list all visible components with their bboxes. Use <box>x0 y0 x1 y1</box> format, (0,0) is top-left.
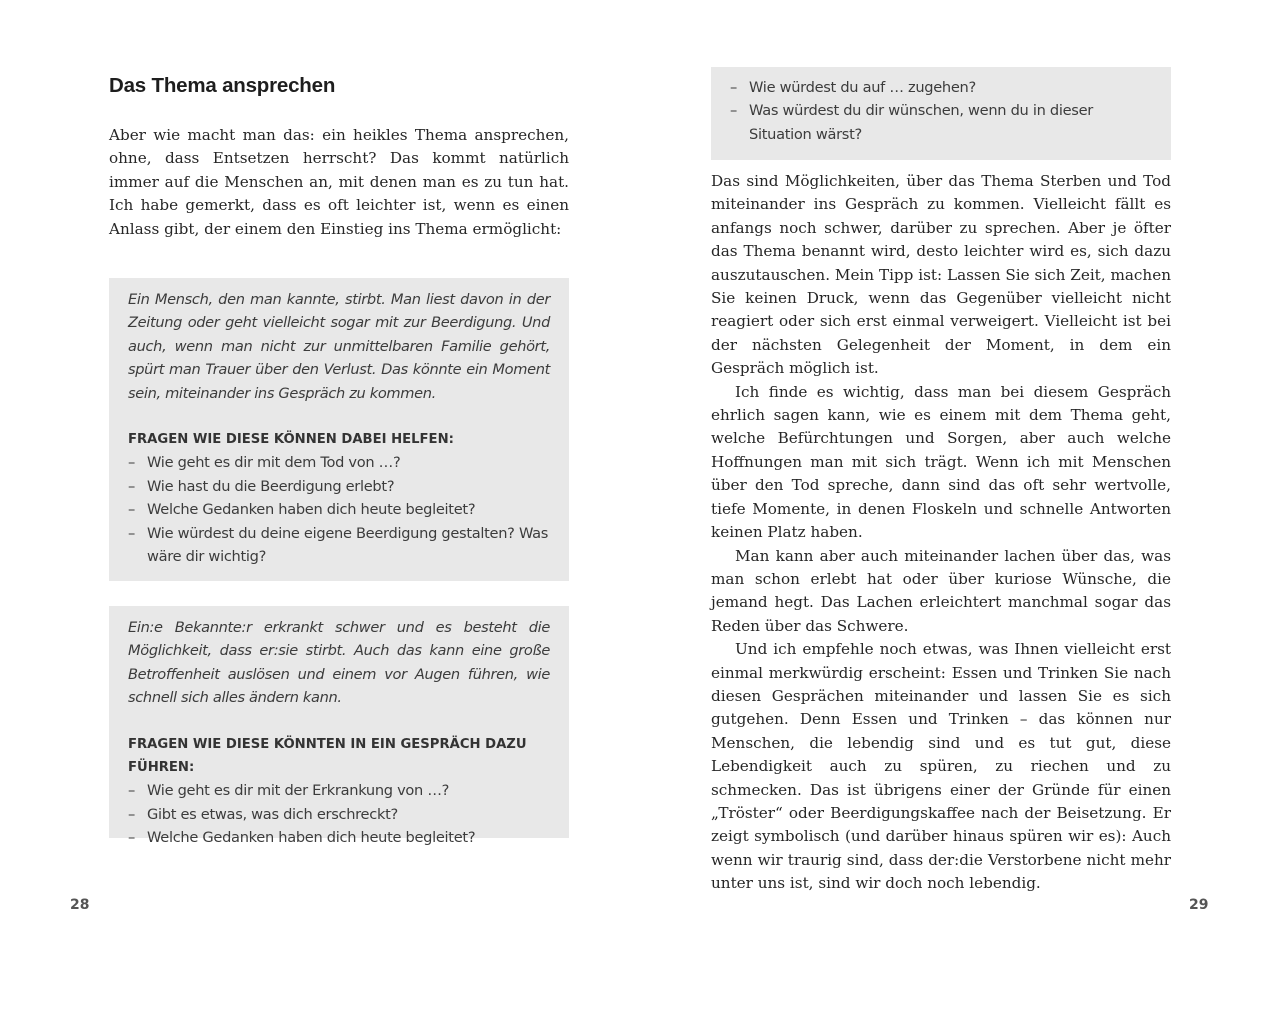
question-item: – Wie geht es dir mit dem Tod von …? <box>128 451 550 474</box>
questions-heading: FRAGEN WIE DIESE KÖNNTEN IN EIN GESPRÄCH DAZU FÜHREN: <box>128 736 527 776</box>
section-heading: Das Thema ansprechen <box>109 74 336 97</box>
dash-bullet: – <box>730 102 737 120</box>
question-list <box>730 76 1152 146</box>
dash-bullet: – <box>128 454 135 472</box>
body-paragraph: Man kann aber auch miteinander lachen über das, was man schon erlebt hat oder über kuriose Wünsche, die jemand hegt. Das Lachen erleichtert manchmal sogar das Reden über das Schwere. <box>711 546 1171 635</box>
body-text <box>711 170 1171 896</box>
example-box-death <box>109 278 569 581</box>
dash-bullet: – <box>128 524 135 542</box>
page-number: 28 <box>70 897 90 913</box>
box-quote: Ein Mensch, den man kannte, stirbt. Man liest davon in der Zeitung oder geht vielleicht sogar mit zur Beerdigung. Und auch, wenn man nicht zur unmittelbaren Familie gehört, spürt man Trauer über den Verlust. Das könnte ein Moment sein, miteinander ins Gespräch zu kommen. <box>128 291 550 402</box>
questions-heading: FRAGEN WIE DIESE KÖNNEN DABEI HELFEN: <box>128 432 454 448</box>
dash-bullet: – <box>128 501 135 519</box>
dash-bullet: – <box>128 782 135 800</box>
question-box-continued <box>711 67 1171 160</box>
example-box-illness <box>109 606 569 847</box>
question-item: – Wie würdest du deine eigene Beerdigung gestalten? Was wäre dir wichtig? <box>128 522 550 569</box>
question-list <box>128 451 550 568</box>
body-paragraph: Das sind Möglichkeiten, über das Thema Sterben und Tod miteinander ins Gespräch zu kommen. Vielleicht fällt es anfangs noch schwer, darüber zu sprechen. Aber je öfter das Thema benannt wird, desto leichter wird es, sich dazu auszutauschen. Mein Tipp ist: Lassen Sie sich Zeit, machen Sie keinen Druck, wenn das Gegenüber vielleicht nicht reagiert oder sich erst einmal verweigert. Vielleicht ist bei der nächsten Gelegenheit der Moment, in dem ein Gespräch möglich ist. <box>711 172 1171 378</box>
dash-bullet: – <box>730 79 737 96</box>
body-paragraph: Und ich empfehle noch etwas, was Ihnen vielleicht erst einmal merkwürdig erscheint: Essen und Trinken Sie nach diesen Gesprächen miteinander und lassen Sie es sich gutgehen. Denn Essen und Trinken – das können nur Menschen, die lebendig sind und es tut gut, diese Lebendigkeit auch zu spüren, zu riechen und zu schmecken. Das ist übrigens einer der Gründe für einen „Tröster“ oder Beerdigungskaffee nach der Beisetzung. Er zeigt symbolisch (und darüber hinaus spüren wir es): Auch wenn wir traurig sind, dass der:die Verstorbene nicht mehr unter uns ist, sind wir doch noch lebendig. <box>711 640 1171 893</box>
page-number: 29 <box>1189 897 1209 913</box>
intro-text: Aber wie macht man das: ein heikles Thema ansprechen, ohne, dass Entsetzen herrscht? Das kommt natürlich immer auf die Menschen an, mit denen man es zu tun hat. Ich habe gemerkt, dass es oft leichter ist, wenn es einen Anlass gibt, der einem den Einstieg ins Thema ermöglicht: <box>109 126 569 238</box>
right-page <box>640 0 1280 1019</box>
question-item: – Welche Gedanken haben dich heute begleitet? <box>128 826 550 849</box>
body-paragraph: Ich finde es wichtig, dass man bei diesem Gespräch ehrlich sagen kann, wie es einem mit dem Thema geht, welche Befürchtungen und Sorgen, aber auch welche Hoffnungen man mit sich trägt. Wenn ich mit Menschen über den Tod spreche, dann sind das oft sehr wertvolle, tiefe Momente, in denen Floskeln und schnelle Antworten keinen Platz haben. <box>711 382 1171 542</box>
question-item: – Welche Gedanken haben dich heute begleitet? <box>128 498 550 521</box>
intro-paragraph <box>109 124 569 241</box>
dash-bullet: – <box>128 477 135 495</box>
question-item: – Wie hast du die Beerdigung erlebt? <box>128 475 550 498</box>
dash-bullet: – <box>128 829 135 847</box>
question-item: – Gibt es etwas, was dich erschreckt? <box>128 803 550 826</box>
box-quote: Ein:e Bekannte:r erkrankt schwer und es besteht die Möglichkeit, dass er:sie stirbt. Auch das kann eine große Betroffenheit auslösen und einem vor Augen führen, wie schnell sich alles ändern kann. <box>128 619 550 707</box>
question-list <box>128 779 550 849</box>
question-item: – Was würdest du dir wünschen, wenn du in dieser Situation wärst? <box>730 99 1152 146</box>
question-item: – Wie würdest du auf … zugehen? <box>730 76 1152 99</box>
question-item: – Wie geht es dir mit der Erkrankung von …? <box>128 779 550 802</box>
dash-bullet: – <box>128 805 135 823</box>
